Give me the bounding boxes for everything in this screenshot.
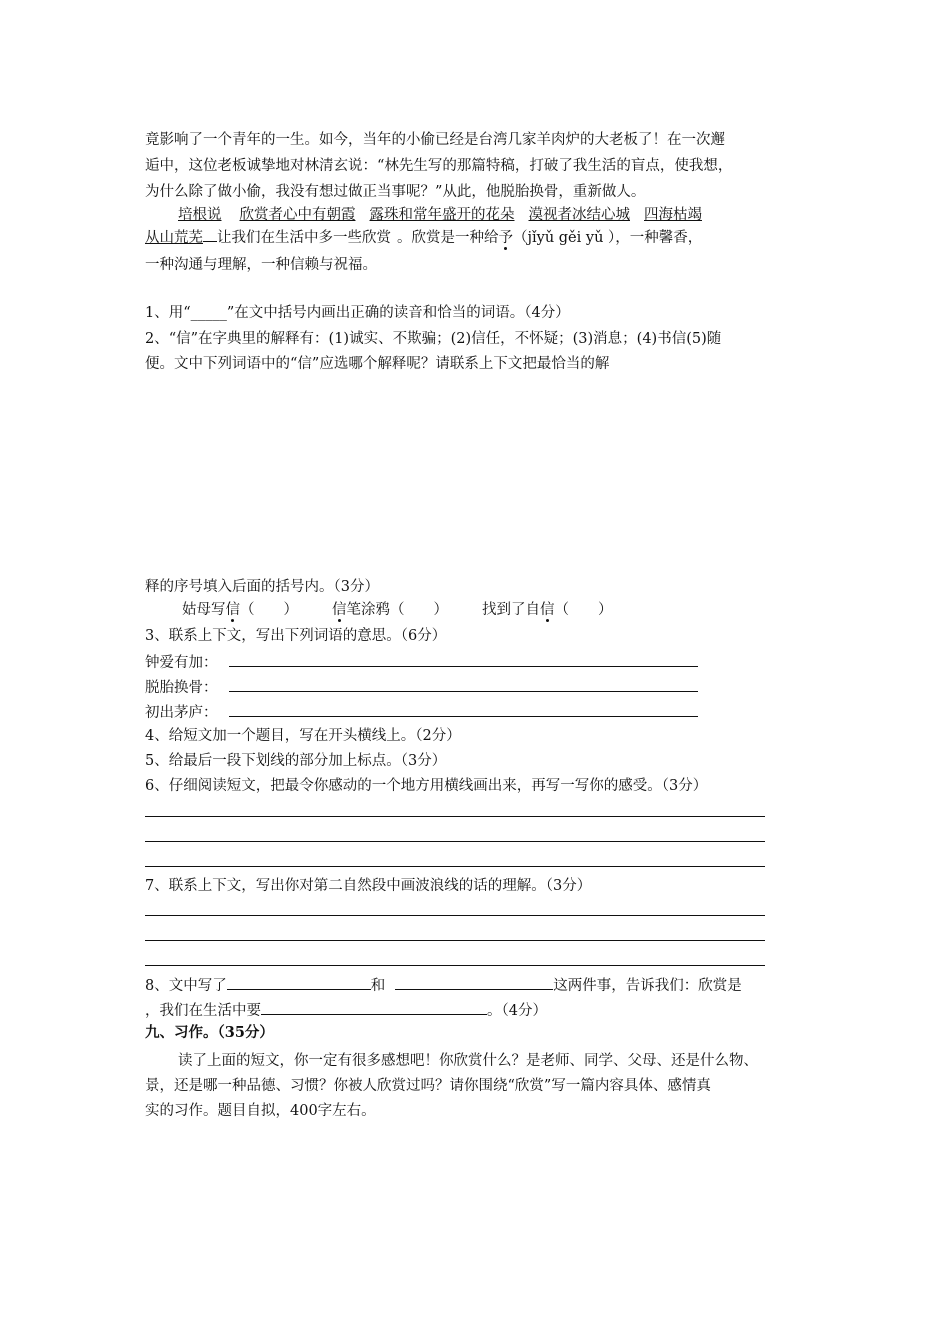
question-2-line-3: 释的序号填入后面的括号内。（3分） <box>145 579 379 595</box>
answer-blank-1[interactable] <box>227 975 371 990</box>
q8-text: 这两件事，告诉我们：欣赏是 <box>553 978 742 994</box>
essay-prompt-line-2: 景，还是哪一种品德、习惯？你被人欣赏过吗？请你围绕“欣赏”写一篇内容具体、感情真 <box>145 1078 711 1094</box>
answer-line[interactable] <box>229 666 698 667</box>
answer-paren-2[interactable]: （ ） <box>390 602 448 618</box>
dotted-char: 信 <box>332 602 347 618</box>
answer-paren-3[interactable]: （ ） <box>554 602 613 618</box>
answer-line[interactable] <box>145 915 765 916</box>
passage-text: 。欣赏是一种给 <box>397 230 499 246</box>
answer-line[interactable] <box>145 841 765 842</box>
pinyin-options: （jǐyǔ gěi yǔ ），一种馨香， <box>513 230 703 246</box>
underlined-phrase-3: 露珠和常年盛开的花朵 <box>369 207 515 223</box>
underlined-phrase-4: 漠视者冰结心城 <box>528 207 630 223</box>
question-5: 5、给最后一段下划线的部分加上标点。（3分） <box>145 753 447 769</box>
question-3: 3、联系上下文，写出下列词语的意思。（6分） <box>145 628 447 644</box>
essay-prompt-line-1: 读了上面的短文，你一定有很多感想吧！你欣赏什么？是老师、同学、父母、还是什么物、 <box>178 1053 758 1069</box>
essay-heading: 九、习作。（35分） <box>145 1024 274 1041</box>
q3-word-3: 初出茅庐： <box>145 705 218 721</box>
dotted-char: 信 <box>540 602 555 618</box>
underlined-phrase-6: 从山荒芜 <box>145 230 203 246</box>
question-2-line-1: 2、“信”在字典里的解释有：(1)诚实、不欺骗；(2)信任，不怀疑；(3)消息；(4)书信(5)随 <box>145 331 722 347</box>
q8-text: 8、文中写了 <box>145 978 227 994</box>
passage-text: 让我们在生活中多一些欣赏 <box>217 230 391 246</box>
passage-line-2: 逅中，这位老板诚挚地对林清玄说：“林先生写的那篇特稿，打破了我生活的盲点，使我想， <box>145 158 733 174</box>
q8-text: 和 <box>370 978 386 994</box>
dotted-char: 予 <box>498 230 513 246</box>
question-4: 4、给短文加一个题目，写在开头横线上。（2分） <box>145 728 461 744</box>
question-8-line-2 <box>145 1000 547 1020</box>
answer-line[interactable] <box>229 716 698 717</box>
question-6: 6、仔细阅读短文，把最令你感动的一个地方用横线画出来，再写一写你的感受。（3分） <box>145 778 708 794</box>
passage-line-3: 为什么除了做小偷，我没有想过做正当事呢？”从此，他脱胎换骨，重新做人。 <box>145 184 646 200</box>
question-2-line-2: 便。文中下列词语中的“信”应选哪个解释呢？请联系上下文把最恰当的解 <box>145 356 610 372</box>
underlined-phrase-1: 培根说 <box>178 207 222 223</box>
passage-line-6: 一种沟通与理解，一种信赖与祝福。 <box>145 257 377 273</box>
essay-prompt-line-3: 实的习作。题目自拟，400字左右。 <box>145 1103 376 1119</box>
answer-blank-2[interactable] <box>395 975 553 990</box>
underlined-phrase-5: 四海枯竭 <box>644 207 702 223</box>
question-8-line-1 <box>145 975 742 995</box>
answer-line[interactable] <box>145 816 765 817</box>
dotted-char: 信 <box>225 602 240 618</box>
passage-line-1: 竟影响了一个青年的一生。如今，当年的小偷已经是台湾几家羊肉炉的大老板了！在一次邂 <box>145 132 725 148</box>
question-2-words <box>182 601 613 619</box>
q3-word-2: 脱胎换骨： <box>145 680 218 696</box>
passage-line-5 <box>145 229 702 247</box>
answer-line[interactable] <box>145 965 765 966</box>
question-1: 1、用“_____”在文中括号内画出正确的读音和恰当的词语。（4分） <box>145 305 570 321</box>
word-1: 姑母写 <box>182 602 226 618</box>
underlined-phrase-2: 欣赏者心中有朝霞 <box>239 207 356 223</box>
answer-paren-1[interactable]: （ ） <box>240 602 298 618</box>
q8-text: ，我们在生活中要 <box>145 1003 261 1019</box>
q3-word-1: 钟爱有加： <box>145 655 218 671</box>
passage-line-4 <box>178 206 702 224</box>
answer-line[interactable] <box>229 691 698 692</box>
word-3: 找到了自 <box>482 602 540 618</box>
answer-line[interactable] <box>145 866 765 867</box>
word-2: 笔涂鸦 <box>346 602 390 618</box>
q8-text: 。（4分） <box>487 1003 547 1019</box>
question-7: 7、联系上下文，写出你对第二自然段中画波浪线的话的理解。（3分） <box>145 878 592 894</box>
answer-blank-3[interactable] <box>261 1000 487 1015</box>
answer-line[interactable] <box>145 940 765 941</box>
